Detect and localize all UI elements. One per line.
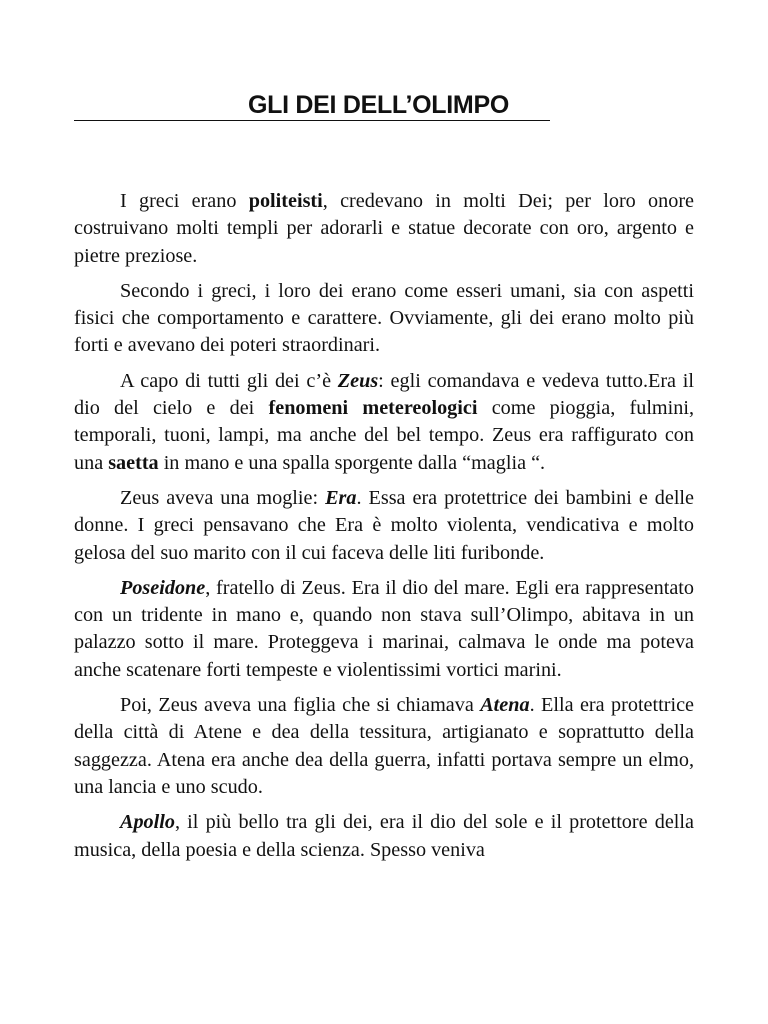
text-run: I greci erano (120, 190, 249, 212)
emphasized-text: Zeus (337, 369, 379, 392)
text-run: . Essa era protettrice dei bambini e delle donne. I greci pensavano che Era è molto violenta, vendicativa e molto gelosa del suo marito con il cui faceva delle liti furibonde. (74, 486, 694, 564)
emphasized-text: saetta (108, 451, 159, 474)
emphasized-text: fenomeni metereologici (268, 397, 478, 420)
text-run: , credevano in molti Dei; per loro onore costruivano molti templi per adorarli e statue decorate con oro, argento e pietre preziose. (74, 190, 695, 267)
paragraph-3 (74, 368, 694, 477)
document-body (74, 188, 694, 872)
paragraph-6 (74, 692, 694, 801)
emphasized-text: politeisti (248, 190, 323, 212)
text-run: : egli comandava e vedeva tutto.Era il dio del cielo e dei (74, 369, 694, 420)
text-run: , fratello di Zeus. Era il dio del mare. Egli era rappresentato con un tridente in mano e, quando non stava sull’Olimpo, abitava in un palazzo sotto il mare. Proteggeva i marinai, calmava le onde ma poteva anche scatenare forti tempeste e violentissimi vortici marini. (74, 576, 694, 681)
text-run: Zeus aveva una moglie: (120, 486, 326, 509)
text-run: Poi, Zeus aveva una figlia che si chiamava (120, 694, 481, 717)
emphasized-text: Poseidone (120, 576, 206, 599)
page-title: GLI DEI DELL’OLIMPO (248, 91, 509, 119)
text-run: A capo di tutti gli dei c’è (120, 369, 338, 392)
title-block (74, 90, 554, 124)
emphasized-text: Atena (480, 694, 530, 717)
paragraph-2 (74, 278, 694, 360)
emphasized-text: Apollo (120, 811, 175, 834)
title-underline (74, 120, 550, 121)
paragraph-1 (74, 188, 694, 270)
paragraph-5 (74, 575, 694, 684)
text-run: in mano e una spalla sporgente dalla “maglia “. (158, 451, 546, 474)
paragraph-7 (74, 809, 694, 864)
text-run: . Ella era protettrice della città di Atene e dea della tessitura, artigianato e soprattutto della saggezza. Atena era anche dea della guerra, infatti portava sempre un elmo, una lancia e uno scudo. (74, 694, 694, 798)
text-run: , il più bello tra gli dei, era il dio del sole e il protettore della musica, della poesia e della scienza. Spesso veniva (74, 811, 694, 861)
paragraph-4 (74, 485, 694, 567)
text-run: Secondo i greci, i loro dei erano come esseri umani, sia con aspetti fisici che comportamento e carattere. Ovviamente, gli dei erano molto più forti e avevano dei poteri straordinari. (74, 279, 694, 357)
text-run: come pioggia, fulmini, temporali, tuoni, lampi, ma anche del bel tempo. Zeus era raffigurato con una (74, 397, 694, 474)
emphasized-text: Era (325, 486, 357, 509)
